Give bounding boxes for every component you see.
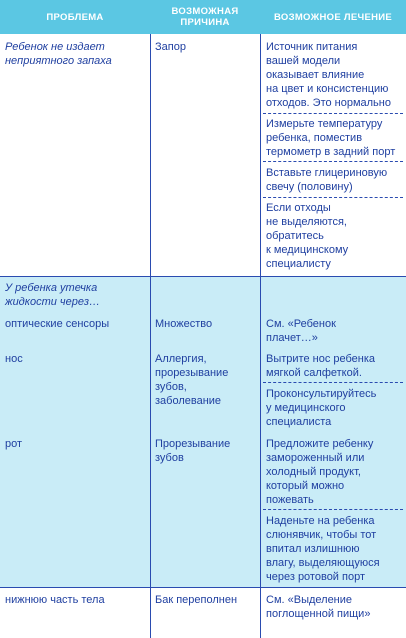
problem-text: рот (5, 438, 23, 450)
column-divider (150, 34, 151, 638)
problem-text: оптические сенсоры (5, 318, 110, 330)
solution-text: Если отходы не выделяются, обратитесь к медицинскому специалисту (266, 202, 349, 270)
solution-text: Вставьте глицериновую свечу (половину) (266, 167, 388, 193)
cause-text: Аллергия, прорезывание зубов, заболевание (155, 353, 229, 407)
problem-text: Ребенок не издает неприятного запаха (5, 41, 112, 67)
solution-text: Проконсультируйтесь у медицинского специалиста (266, 388, 377, 428)
solution-text: См. «Выделение поглощенной пищи» (266, 594, 371, 620)
header-problem: ПРОБЛЕМА (46, 11, 104, 23)
solution-separator (263, 161, 403, 162)
solution-separator (263, 509, 403, 510)
solution-separator (263, 113, 403, 114)
section-heading: У ребенка утечка жидкости через… (5, 282, 100, 308)
header-cause-line1: ВОЗМОЖНАЯ (171, 6, 239, 17)
header-cause-line2: ПРИЧИНА (180, 17, 230, 28)
solution-separator (263, 197, 403, 198)
solution-text: Наденьте на ребенка слюнявчик, чтобы тот впитал излишнюю влагу, выделяющуюся через ротовой порт (266, 515, 380, 583)
solution-text: Источник питания вашей модели оказывает влияние на цвет и консистенцию отходов. Это нормально (266, 41, 391, 109)
header-solution: ВОЗМОЖНОЕ ЛЕЧЕНИЕ (273, 11, 393, 23)
cause-text: Запор (155, 41, 186, 53)
column-divider (260, 34, 261, 638)
cause-text: Множество (155, 318, 213, 330)
row-divider (0, 587, 406, 588)
solution-text: Измерьте температуру ребенка, поместив термометр в задний порт (266, 118, 396, 158)
problem-text: нос (5, 353, 23, 365)
solution-separator (263, 382, 403, 383)
cause-text: Прорезывание зубов (155, 438, 231, 464)
problem-text: нижнюю часть тела (5, 594, 105, 606)
solution-text: Предложите ребенку замороженный или холодный продукт, который можно пожевать (266, 438, 374, 506)
table-header (0, 0, 406, 34)
row-divider (0, 276, 406, 277)
solution-text: Вытрите нос ребенка мягкой салфеткой. (266, 353, 376, 379)
header-cause (150, 0, 260, 34)
solution-text: См. «Ребенок плачет…» (266, 318, 336, 344)
cause-text: Бак переполнен (155, 594, 238, 606)
